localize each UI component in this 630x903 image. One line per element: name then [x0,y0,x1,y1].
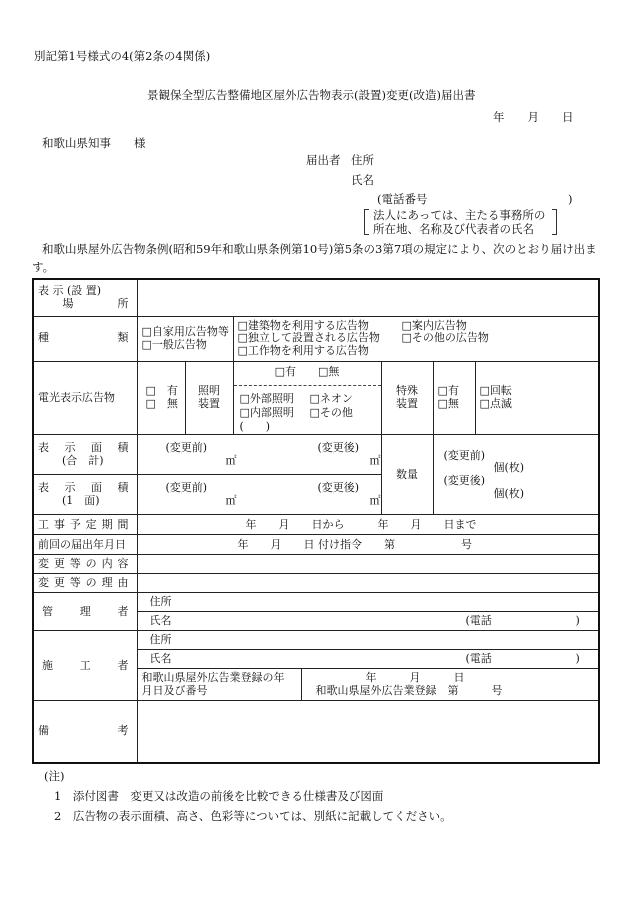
builder-address-label: 住所 [149,633,172,647]
manager-phone-close: ) [575,614,580,628]
previous-label: 前回の届出年月日 [33,535,137,555]
schedule-value[interactable]: 年 月 日から 年 月 日まで [137,515,599,535]
row-change-content [33,555,599,574]
electric-options [137,361,185,435]
row-previous [33,535,599,555]
type-guide-checkbox[interactable]: □案内広告物 [401,318,467,332]
builder-address-field[interactable] [137,631,599,650]
notification-form-table [32,278,600,764]
addressee: 和歌山県知事 様 [42,136,146,150]
special-no-checkbox[interactable]: □無 [437,396,459,410]
builder-phone-label: (電話 [465,652,492,666]
notifier-name-label: 氏名 [351,173,374,187]
registration-date: 年 月 日 [365,671,465,685]
registration-label-2: 月日及び番号 [141,683,208,697]
electric-no-checkbox[interactable]: □ 無 [145,396,178,410]
notifier-phone-close: ) [568,192,573,206]
area-total-sub: (合 計) [62,453,104,467]
area-one-sub: (1 面) [62,493,100,507]
special-yes-checkbox[interactable]: □有 [437,384,459,398]
area-total-before-label: (変更前) [165,441,208,455]
change-content-field[interactable] [137,555,599,574]
remarks-label: 備 考 [33,701,137,763]
manager-address-field[interactable] [137,593,599,612]
type-structure-checkbox[interactable]: □工作物を利用する広告物 [237,343,369,357]
location-label-1: 表 示 (設 置) [38,284,102,298]
manager-label: 管 理 者 [33,593,137,631]
form-number: 別記第1号様式の4(第2条の4関係) [34,49,211,63]
area-one-after-unit: ㎡ [369,493,381,507]
corp-note-line-2: 所在地、名称及び代表者の氏名 [373,222,534,236]
quantity-before-label: (変更前) [443,448,486,462]
light-neon-checkbox[interactable]: □ネオン [309,391,353,405]
row-location [33,279,599,316]
row-electric [33,361,599,435]
area-one-before-label: (変更前) [165,481,208,495]
previous-value[interactable]: 年 月 日 付け指令 第 号 [137,535,599,555]
note-2: 2 広告物の表示面積、高さ、色彩等については、別紙に記載してください。 [54,809,452,824]
date-line: 年 月 日 [493,110,574,124]
area-one-after-label: (変更後) [317,481,360,495]
row-manager-address [33,593,599,612]
location-label-2: 場 所 [62,296,129,310]
corp-note-bracket-left [364,209,369,235]
type-categories [233,316,599,361]
lighting-label-1: 照明 [198,384,220,398]
light-internal-checkbox[interactable]: □内部照明 [239,405,294,419]
intro-line-2: す。 [32,260,55,274]
row-remarks [33,701,599,763]
row-area-total [33,435,599,475]
type-own-general [137,316,233,361]
location-field[interactable] [137,279,599,316]
notes [44,770,452,831]
registration-number: 和歌山県屋外広告業登録 第 号 [315,683,503,697]
special-label-1: 特殊 [396,384,418,398]
row-builder-address [33,631,599,650]
type-label: 種 類 [33,316,137,361]
schedule-label: 工 事 予 定 期 間 [33,515,137,535]
type-standalone-checkbox[interactable]: □独立して設置される広告物 [237,331,380,345]
builder-label: 施 工 者 [33,631,137,701]
notifier-phone-label: (電話番号 [377,192,428,206]
lighting-label-2: 装置 [198,396,220,410]
corp-note-line-1: 法人にあっては、主たる事務所の [373,208,546,222]
row-schedule [33,515,599,535]
electric-yes-checkbox[interactable]: □ 有 [145,384,178,398]
electric-label: 電光表示広告物 [33,361,137,435]
intro-line-1: 和歌山県屋外広告物条例(昭和59年和歌山県条例第10号)第5条の3第7項の規定により、次のとおり届け出ま [42,242,597,256]
manager-name-label: 氏名 [149,614,172,628]
quantity-label: 数量 [381,435,433,515]
special-label [381,361,433,435]
area-one-values[interactable] [137,475,381,515]
lighting-label [185,361,233,435]
area-total-label: 表 示 面 積 (合 計) [33,435,137,475]
area-total-values[interactable] [137,435,381,475]
registration-value[interactable] [301,669,599,701]
notifier-address-label: 住所 [351,153,374,167]
form-title: 景観保全型広告整備地区屋外広告物表示(設置)変更(改造)届出書 [147,88,476,102]
special-type [475,361,599,435]
manager-phone-label: (電話 [465,614,492,628]
registration-label-1: 和歌山県屋外広告業登録の年 [141,671,285,685]
change-reason-field[interactable] [137,574,599,593]
corp-note-bracket-right [552,209,557,235]
special-label-2: 装置 [396,396,418,410]
registration-label [137,669,301,701]
builder-phone-close: ) [575,652,580,666]
lighting-presence [234,362,381,386]
quantity-after-unit: 個(枚) [493,486,525,500]
area-total-after-label: (変更後) [317,441,360,455]
special-blink-checkbox[interactable]: □点滅 [479,396,512,410]
lighting-yes-checkbox[interactable]: □有 [274,364,296,378]
lighting-no-checkbox[interactable]: □無 [318,364,340,378]
area-one-before-unit: ㎡ [225,493,237,507]
type-general-checkbox[interactable]: □一般広告物 [141,337,207,351]
special-rotate-checkbox[interactable]: □回転 [479,384,512,398]
quantity-values[interactable] [433,435,599,515]
lighting-options [233,361,381,435]
quantity-after-label: (変更後) [443,473,486,487]
area-total-before-unit: ㎡ [225,453,237,467]
area-total-after-unit: ㎡ [369,453,381,467]
notifier-label: 届出者 [306,153,341,167]
manager-name-field[interactable] [137,612,599,631]
quantity-before-unit: 個(枚) [493,461,525,475]
builder-name-field[interactable] [137,650,599,669]
manager-address-label: 住所 [149,595,172,609]
type-building-checkbox[interactable]: □建築物を利用する広告物 [237,318,369,332]
special-presence [433,361,475,435]
note-1: 1 添付図書 変更又は改造の前後を比較できる仕様書及び図面 [54,789,384,804]
light-other-checkbox[interactable]: □その他( ) [239,405,353,434]
notes-head: (注) [44,769,65,783]
light-external-checkbox[interactable]: □外部照明 [239,391,294,405]
type-other-checkbox[interactable]: □その他の広告物 [401,331,489,345]
row-type [33,316,599,361]
area-one-label: 表 示 面 積 (1 面) [33,475,137,515]
change-reason-label: 変 更 等 の 理 由 [33,574,137,593]
builder-name-label: 氏名 [149,652,172,666]
row-change-reason [33,574,599,593]
type-own-checkbox[interactable]: □自家用広告物等 [141,324,229,338]
location-label [33,279,137,316]
change-content-label: 変 更 等 の 内 容 [33,555,137,574]
remarks-field[interactable] [137,701,599,763]
